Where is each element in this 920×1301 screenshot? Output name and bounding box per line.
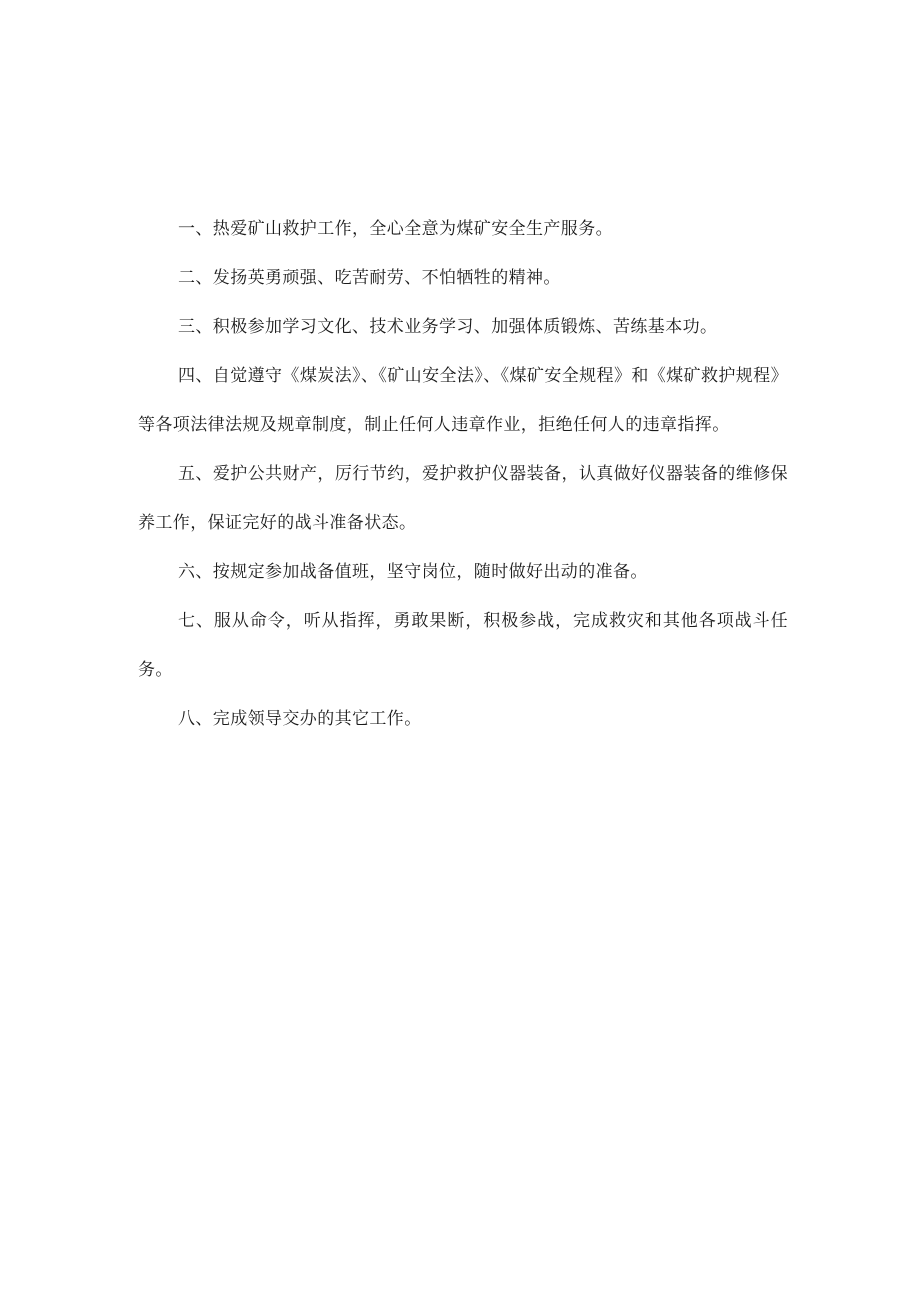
paragraph-6: 六、按规定参加战备值班，坚守岗位，随时做好出动的准备。	[178, 562, 648, 582]
paragraph-3: 三、积极参加学习文化、技术业务学习、加强体质锻炼、苦练基本功。	[178, 317, 718, 337]
paragraph-4: 四、自觉遵守《煤炭法》、《矿山安全法》、《煤矿安全规程》和《煤矿救护规程》等各项法律法规及规章制度，制止任何人违章作业，拒绝任何人的违章指挥。	[138, 366, 788, 435]
paragraph-7: 七、服从命令，听从指挥，勇敢果断，积极参战，完成救灾和其他各项战斗任务。	[138, 611, 788, 680]
paragraph-8: 八、完成领导交办的其它工作。	[178, 709, 422, 729]
paragraph-1: 一、热爱矿山救护工作，全心全意为煤矿安全生产服务。	[178, 219, 613, 239]
document-body	[138, 205, 788, 744]
paragraph-5: 五、爱护公共财产，厉行节约，爱护救护仪器装备，认真做好仪器装备的维修保养工作，保证完好的战斗准备状态。	[138, 464, 788, 533]
paragraph-2: 二、发扬英勇顽强、吃苦耐劳、不怕牺牲的精神。	[178, 268, 561, 288]
